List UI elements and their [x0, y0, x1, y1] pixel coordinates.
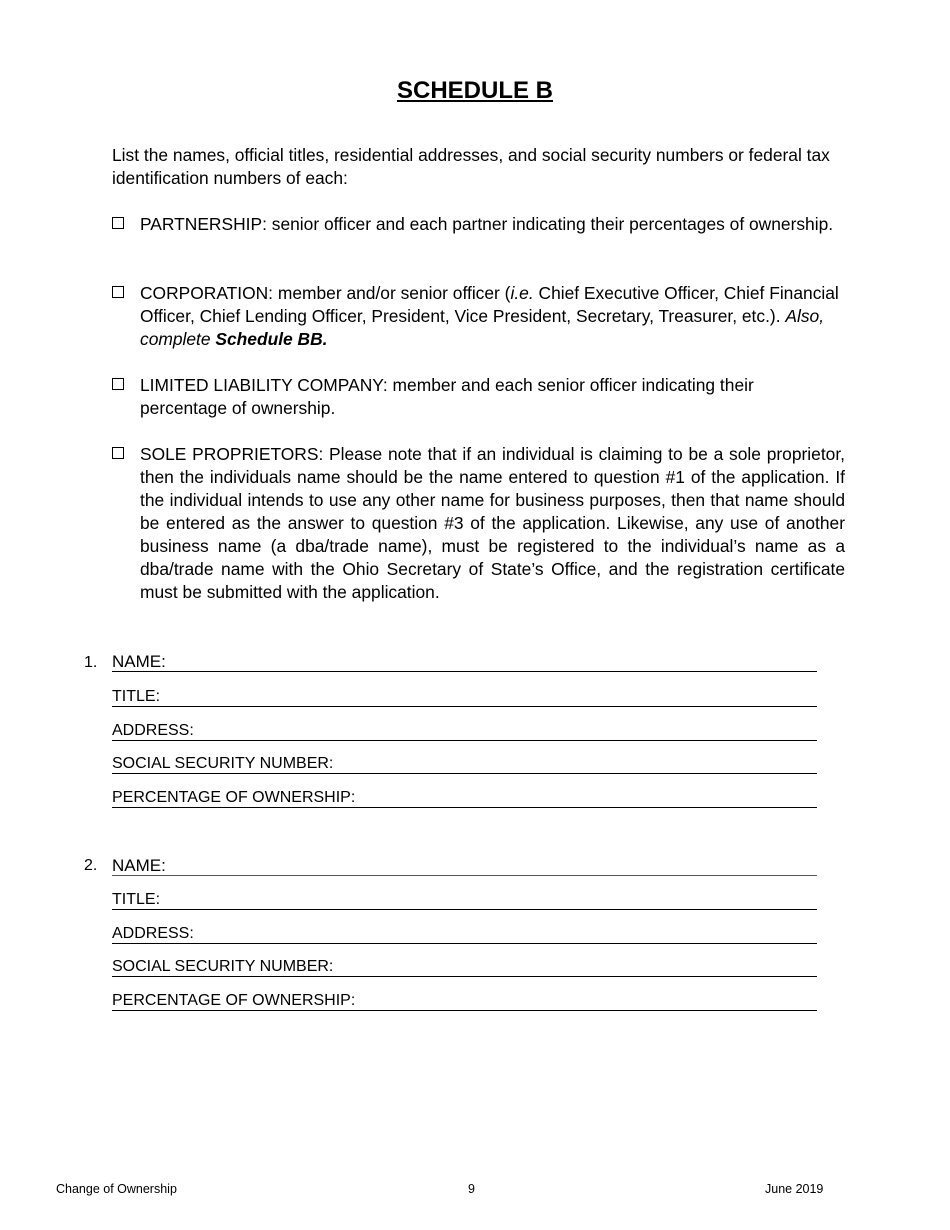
page-title: SCHEDULE B: [396, 77, 553, 104]
entry-1-ssn-field[interactable]: [112, 755, 817, 774]
entry-1-ownership-field[interactable]: [112, 789, 817, 808]
corporation-text: [140, 282, 845, 351]
footer-page-number: 9: [468, 1182, 475, 1196]
entry-2-title-label: TITLE:: [112, 891, 161, 908]
corporation-text-part2: Chief Executive Officer, Chief Financial Officer, Chief Lending Officer, President, Vice President, Secretary, Treasurer, etc.).: [140, 283, 839, 326]
entry-2-ssn-field[interactable]: [112, 958, 817, 977]
ie-abbrev: i.e.: [510, 283, 534, 303]
entry-2-name-label: NAME:: [112, 856, 166, 875]
also-complete-text: Also, complete: [140, 306, 825, 349]
entry-1-name-field[interactable]: [112, 653, 817, 672]
entry-2-address-field[interactable]: [112, 925, 817, 944]
entry-2-name-field[interactable]: [112, 857, 817, 876]
intro-text: List the names, official titles, residential addresses, and social security numbers or federal tax identification numbers of each:: [112, 145, 830, 188]
entry-1-ownership-label: PERCENTAGE OF OWNERSHIP:: [112, 789, 356, 806]
corporation-text-part1: CORPORATION: member and/or senior officer (: [140, 283, 511, 303]
entry-2-ownership-field[interactable]: [112, 992, 817, 1011]
entry-1-name-label: NAME:: [112, 652, 166, 671]
option-llc: [112, 374, 845, 420]
option-corporation: [112, 282, 845, 351]
partnership-text: PARTNERSHIP: senior officer and each partner indicating their percentages of ownership.: [140, 214, 834, 234]
llc-checkbox[interactable]: [112, 378, 124, 390]
entry-2-address-label: ADDRESS:: [112, 925, 194, 942]
option-partnership: [112, 213, 845, 236]
schedule-bb-ref: Schedule BB.: [215, 329, 328, 349]
entry-1-number: 1.: [84, 654, 98, 671]
entry-1-ssn-label: SOCIAL SECURITY NUMBER:: [112, 755, 334, 772]
partnership-checkbox[interactable]: [112, 217, 124, 229]
footer-left: Change of Ownership: [56, 1182, 177, 1196]
entry-1-address-field[interactable]: [112, 722, 817, 741]
sole-proprietors-checkbox[interactable]: [112, 447, 124, 459]
entry-1-address-label: ADDRESS:: [112, 722, 194, 739]
entry-1-title-label: TITLE:: [112, 688, 161, 705]
entry-2-ssn-label: SOCIAL SECURITY NUMBER:: [112, 958, 334, 975]
entry-2-title-field[interactable]: [112, 891, 817, 910]
sole-proprietors-text: SOLE PROPRIETORS: Please note that if an individual is claiming to be a sole proprietor, then the individuals name should be the name entered to question #1 of the application. If the individual intends to use any other name for business purposes, then that name should be entered as the answer to question #3 of the application. Likewise, any use of another business name (a dba/trade name), must be registered to the individual’s name as a dba/trade name with the Ohio Secretary of State’s Office, and the registration certificate must be submitted with the application.: [140, 444, 845, 602]
entry-2-number: 2.: [84, 857, 98, 874]
corporation-checkbox[interactable]: [112, 286, 124, 298]
llc-text: LIMITED LIABILITY COMPANY: member and each senior officer indicating their percentage of ownership.: [140, 375, 754, 418]
footer-date: June 2019: [765, 1182, 824, 1196]
option-sole-proprietors: [112, 443, 845, 604]
entry-2-ownership-label: PERCENTAGE OF OWNERSHIP:: [112, 992, 356, 1009]
entry-1-title-field[interactable]: [112, 688, 817, 707]
